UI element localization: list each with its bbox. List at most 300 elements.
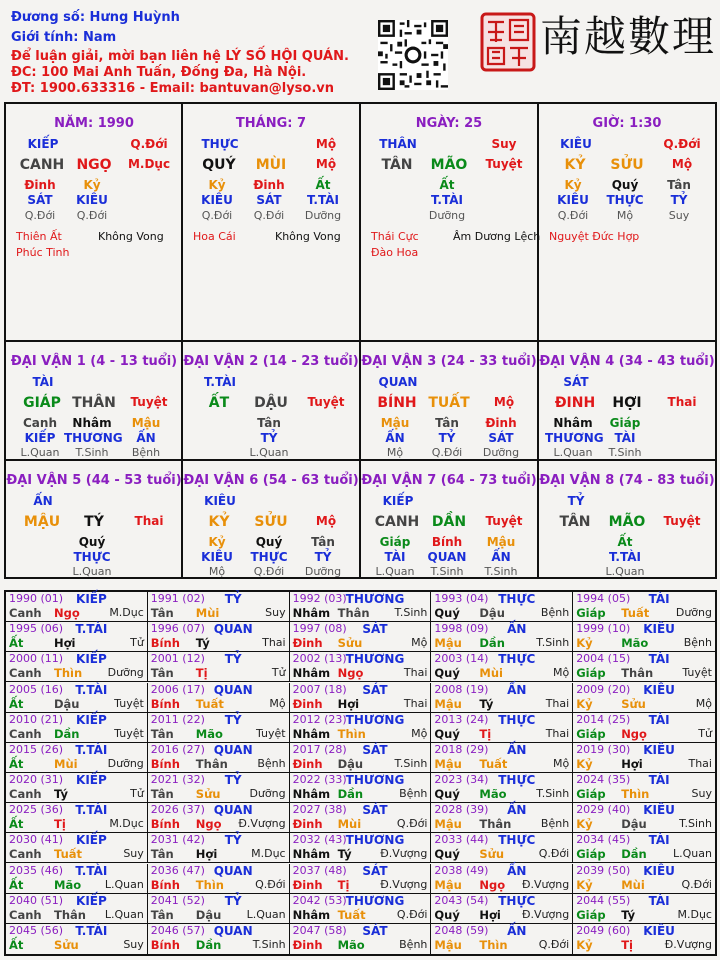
pillar-cell	[6, 104, 182, 340]
year-cell[interactable]	[290, 683, 432, 713]
year-god: THƯƠNG	[345, 592, 405, 606]
year-god: ẤN	[507, 742, 527, 757]
stem-god: THỰC	[201, 137, 239, 151]
luck-period-cell	[6, 342, 182, 459]
year-god: THƯƠNG	[345, 712, 405, 727]
pillar-title: THÁNG: 7	[235, 116, 307, 131]
year-cell[interactable]	[148, 713, 290, 743]
year-branch: Tý	[479, 696, 494, 711]
year-god: ẤN	[507, 803, 527, 818]
year-cell[interactable]	[148, 833, 290, 863]
year-cell[interactable]	[6, 924, 148, 954]
year-phase: Bệnh	[399, 787, 428, 800]
luck-god: TỶ	[567, 494, 585, 508]
year-god: TÀI	[648, 893, 670, 908]
hidden-god: THƯƠNG	[545, 431, 604, 445]
year-god: TỶ	[224, 652, 242, 667]
year-label: 2001 (12)	[150, 652, 205, 666]
year-phase: L.Quan	[246, 907, 286, 921]
year-stem: Canh	[9, 606, 42, 620]
luck-phase: Thai	[667, 395, 697, 409]
star-left: Phúc Tinh	[16, 246, 70, 259]
year-stem: Quý	[434, 907, 460, 922]
year-phase: Bệnh	[540, 606, 570, 619]
hidden-god: THỰC	[606, 193, 644, 207]
year-label: 2032 (43)	[292, 833, 347, 847]
hidden-stem: Quý	[611, 178, 639, 192]
year-label: 2040 (51)	[9, 893, 64, 907]
year-stem: Ất	[9, 756, 24, 771]
hidden-phase: Q.Đới	[253, 209, 285, 222]
year-phase: Đ.Vượng	[521, 907, 570, 921]
year-branch: Dậu	[54, 696, 80, 711]
year-cell[interactable]	[573, 833, 715, 863]
year-cell[interactable]	[148, 622, 290, 652]
stem-god: KIẾP	[27, 137, 59, 151]
year-branch: Mão	[621, 636, 649, 651]
year-branch: Tị	[479, 726, 492, 741]
year-label: 2042 (53)	[292, 893, 347, 907]
year-god: ẤN	[507, 622, 527, 637]
year-phase: Bệnh	[257, 756, 286, 770]
year-phase: Bệnh	[683, 636, 712, 650]
year-cell[interactable]	[6, 773, 148, 803]
year-cell[interactable]	[148, 773, 290, 803]
year-cell[interactable]	[148, 803, 290, 833]
year-god: THỰC	[498, 833, 536, 848]
year-stem: Tân	[150, 787, 174, 801]
year-branch: Tý	[337, 847, 352, 862]
year-stem: Tân	[150, 606, 174, 620]
luck-phase: Mộ	[315, 514, 337, 528]
year-stem: Tân	[150, 726, 174, 741]
year-cell[interactable]	[148, 924, 290, 954]
year-branch: Mùi	[621, 877, 645, 892]
luck-branch: TUẤT	[428, 395, 470, 411]
pillar-cell	[361, 104, 541, 340]
year-cell[interactable]	[6, 894, 148, 924]
year-cell[interactable]	[6, 713, 148, 743]
year-stem: Mậu	[434, 817, 462, 832]
year-label: 2016 (27)	[150, 742, 205, 756]
hidden-god: KIẾP	[24, 431, 56, 445]
year-phase: Dưỡng	[107, 756, 144, 770]
luck-period-cell	[361, 461, 537, 578]
year-branch: Thìn	[195, 877, 224, 892]
hidden-stem: Kỷ	[83, 178, 101, 192]
year-phase: Q.Đới	[396, 817, 428, 831]
year-god: TÀI	[648, 592, 670, 606]
year-cell[interactable]	[431, 894, 573, 924]
year-god: SÁT	[362, 863, 388, 878]
year-branch: Hợi	[337, 696, 360, 711]
year-god: ẤN	[507, 863, 527, 878]
year-cell[interactable]	[290, 622, 432, 652]
hidden-phase: L.Quan	[375, 565, 415, 578]
year-cell[interactable]	[148, 864, 290, 894]
luck-period-cell	[183, 342, 359, 459]
year-cell[interactable]	[6, 833, 148, 863]
year-phase: Suy	[123, 847, 144, 861]
year-cell[interactable]	[290, 743, 432, 773]
year-god: QUAN	[213, 923, 253, 938]
hidden-god: T.TÀI	[431, 193, 463, 207]
hidden-stem: Ất	[315, 178, 331, 192]
star-left: Thiên Ất	[16, 230, 62, 243]
year-branch: Dần	[54, 726, 80, 741]
year-god: THỰC	[498, 893, 536, 908]
luck-phase: Thai	[134, 514, 164, 528]
year-cell[interactable]	[290, 652, 432, 682]
hidden-stem: Nhâm	[553, 416, 593, 430]
luck-god: T.TÀI	[204, 375, 236, 389]
luck-stem: ẤT	[208, 395, 230, 411]
luck-god: ẤN	[33, 494, 53, 508]
year-phase: T.Sinh	[679, 817, 712, 831]
luck-stem: GIÁP	[23, 395, 61, 411]
year-cell[interactable]	[431, 592, 573, 622]
year-god: THƯƠNG	[345, 773, 405, 787]
year-label: 1990 (01)	[9, 592, 64, 605]
year-label: 1992 (03)	[292, 592, 347, 605]
year-label: 2031 (42)	[150, 833, 205, 847]
hidden-phase: T.Sinh	[430, 565, 464, 578]
year-cell[interactable]	[431, 683, 573, 713]
year-branch: Sửu	[195, 787, 221, 801]
year-phase: Thai	[262, 636, 286, 650]
year-stem: Quý	[434, 787, 460, 801]
year-label: 2037 (48)	[292, 863, 347, 877]
hidden-phase: Dưỡng	[482, 446, 520, 459]
year-phase: Thai	[545, 726, 570, 740]
year-cell[interactable]	[573, 652, 715, 682]
year-label: 2014 (25)	[576, 712, 631, 726]
year-cell[interactable]	[290, 924, 432, 954]
year-cell[interactable]	[148, 743, 290, 773]
year-branch: Thìn	[337, 726, 366, 741]
hidden-stem: Kỷ	[208, 178, 226, 192]
year-cell[interactable]	[431, 833, 573, 863]
hidden-stem: Tân	[435, 416, 459, 430]
year-branch: Dậu	[621, 817, 647, 832]
year-label: 2017 (28)	[292, 742, 347, 756]
hidden-phase: Mộ	[208, 565, 226, 578]
year-label: 2009 (20)	[576, 682, 631, 696]
branch-phase: M.Dục	[127, 157, 171, 171]
year-stem: Bính	[150, 756, 180, 771]
year-cell[interactable]	[431, 924, 573, 954]
year-stem: Bính	[150, 937, 180, 952]
luck-title: ĐẠI VẬN 1 (4 - 13 tuổi)	[10, 354, 178, 369]
year-branch: Mão	[195, 726, 223, 741]
year-cell[interactable]	[573, 592, 715, 622]
year-branch: Tý	[621, 907, 636, 922]
hidden-stem: Ất	[439, 178, 455, 192]
year-stem: Canh	[9, 787, 42, 801]
year-stem: Giáp	[576, 787, 606, 801]
year-cell[interactable]	[431, 773, 573, 803]
year-label: 2013 (24)	[434, 712, 489, 726]
year-phase: Mộ	[411, 636, 428, 650]
year-branch: Ngọ	[195, 817, 222, 832]
year-god: THỰC	[498, 773, 536, 787]
year-cell[interactable]	[290, 773, 432, 803]
hidden-god: TÀI	[614, 431, 636, 445]
year-branch: Mùi	[337, 817, 362, 832]
star-right: Âm Dương Lệch	[453, 230, 541, 243]
stem-god: KIÊU	[560, 137, 592, 151]
year-branch: Tuất	[195, 696, 224, 711]
hidden-stem: Tân	[667, 178, 691, 192]
year-god: TÀI	[648, 833, 670, 848]
year-stem: Giáp	[576, 847, 606, 862]
luck-god: SÁT	[563, 375, 589, 389]
hidden-stem: Tân	[257, 416, 281, 430]
hidden-phase: Q.Đới	[557, 209, 589, 222]
year-phase: T.Sinh	[394, 606, 428, 619]
year-cell[interactable]	[431, 743, 573, 773]
year-cell[interactable]	[148, 652, 290, 682]
year-cell[interactable]	[573, 864, 715, 894]
year-cell[interactable]	[431, 864, 573, 894]
year-stem: Quý	[434, 726, 460, 741]
hidden-god: ẤN	[136, 431, 156, 445]
luck-stem: TÂN	[559, 514, 591, 530]
year-cell[interactable]	[573, 743, 715, 773]
stem-phase: Suy	[491, 137, 517, 151]
hidden-stem: Tân	[311, 535, 335, 549]
year-god: QUAN	[213, 742, 253, 757]
hidden-phase: L.Quan	[553, 446, 593, 459]
year-label: 2041 (52)	[150, 893, 205, 907]
year-stem: Đinh	[292, 817, 323, 832]
hidden-god: SÁT	[256, 193, 282, 207]
year-stem: Kỷ	[576, 756, 593, 771]
luck-title: ĐẠI VẬN 8 (74 - 83 tuổi)	[539, 473, 715, 488]
pillar-cell	[183, 104, 359, 340]
qr-code-icon[interactable]	[378, 20, 448, 90]
year-cell[interactable]	[148, 894, 290, 924]
four-pillars-chart	[4, 102, 717, 579]
year-branch: Dậu	[479, 606, 505, 620]
luck-stem: BÍNH	[377, 395, 417, 411]
year-label: 1996 (07)	[150, 622, 205, 636]
year-phase: Suy	[123, 937, 144, 951]
year-stem: Mậu	[434, 937, 462, 952]
year-god: KIÊU	[643, 923, 675, 938]
person-name: Đương số: Hưng Huỳnh	[11, 10, 180, 25]
year-label: 2039 (50)	[576, 863, 631, 877]
year-phase: Thai	[403, 666, 428, 680]
year-label: 2045 (56)	[9, 923, 64, 937]
hidden-phase: Dưỡng	[428, 209, 466, 222]
year-phase: Mộ	[552, 756, 570, 770]
hidden-god: TỶ	[438, 431, 456, 445]
year-cell[interactable]	[290, 803, 432, 833]
luck-phase: Mộ	[493, 395, 515, 409]
year-cell[interactable]	[573, 924, 715, 954]
year-god: T.TÀI	[75, 682, 108, 697]
year-cell[interactable]	[6, 622, 148, 652]
year-phase: Thai	[403, 696, 428, 710]
year-label: 2006 (17)	[150, 682, 205, 696]
year-stem: Ất	[9, 696, 24, 711]
year-cell[interactable]	[148, 683, 290, 713]
year-cell[interactable]	[573, 683, 715, 713]
year-label: 2004 (15)	[576, 652, 631, 666]
year-cell[interactable]	[573, 803, 715, 833]
hidden-stem: Mậu	[131, 416, 161, 430]
year-god: KIÊU	[643, 622, 675, 637]
year-god: KIÊU	[643, 742, 675, 757]
year-branch: Thân	[621, 666, 654, 681]
year-cell[interactable]	[6, 592, 148, 622]
hidden-phase: L.Quan	[249, 446, 289, 459]
hidden-god: TỶ	[670, 193, 688, 207]
hidden-god: ẤN	[385, 431, 405, 445]
year-cell[interactable]	[573, 622, 715, 652]
year-cell[interactable]	[573, 894, 715, 924]
year-stem: Kỷ	[576, 877, 593, 892]
year-god: QUAN	[213, 622, 253, 637]
year-stem: Đinh	[292, 756, 323, 771]
hidden-stem: Đinh	[253, 178, 285, 192]
luck-stem: ĐINH	[554, 395, 596, 411]
hidden-god: KIÊU	[201, 550, 233, 564]
year-cell[interactable]	[6, 683, 148, 713]
year-god: TỶ	[224, 712, 242, 727]
year-cell[interactable]	[290, 713, 432, 743]
hidden-stem: Mậu	[380, 416, 410, 430]
year-stem: Kỷ	[576, 696, 593, 711]
year-god: ẤN	[507, 682, 527, 697]
year-cell[interactable]	[6, 803, 148, 833]
year-branch: Mão	[479, 787, 507, 801]
address-line: ĐC: 100 Mai Anh Tuấn, Đống Đa, Hà Nội.	[11, 65, 307, 80]
year-phase: M.Dục	[251, 847, 286, 861]
year-cell[interactable]	[6, 743, 148, 773]
hidden-phase: Suy	[668, 209, 690, 222]
luck-period-cell	[6, 461, 182, 578]
year-branch: Dần	[337, 787, 364, 801]
year-phase: Thai	[688, 756, 712, 770]
heavenly-stem: QUÝ	[202, 157, 236, 173]
hidden-god: TỶ	[260, 431, 278, 445]
year-phase: Q.Đới	[681, 877, 712, 891]
year-cell[interactable]	[290, 833, 432, 863]
year-label: 2011 (22)	[150, 712, 205, 726]
year-god: TỶ	[224, 773, 242, 787]
earthly-branch: NGỌ	[76, 157, 112, 173]
seal-stamp-icon	[480, 12, 536, 72]
luck-stem: CANH	[374, 514, 420, 530]
year-phase: Dưỡng	[249, 787, 286, 800]
hidden-stem: Nhâm	[72, 416, 112, 430]
year-label: 2033 (44)	[434, 833, 489, 847]
pillar-title: NGÀY: 25	[415, 116, 483, 131]
year-branch: Tị	[195, 666, 208, 681]
year-stem: Canh	[9, 907, 42, 922]
year-stem: Nhâm	[292, 606, 331, 620]
year-cell[interactable]	[148, 592, 290, 622]
year-stem: Đinh	[292, 877, 323, 892]
luck-title: ĐẠI VẬN 7 (64 - 73 tuổi)	[361, 473, 537, 488]
year-label: 2047 (58)	[292, 923, 347, 937]
year-stem: Giáp	[576, 726, 606, 741]
phone-email-line[interactable]: ĐT: 1900.633316 - Email: bantuvan@lyso.vn	[11, 81, 335, 96]
hidden-god: T.TÀI	[609, 550, 641, 564]
year-cell[interactable]	[573, 773, 715, 803]
year-cell[interactable]	[290, 592, 432, 622]
year-cell[interactable]	[6, 864, 148, 894]
hidden-phase: Bệnh	[131, 446, 161, 459]
year-cell[interactable]	[290, 864, 432, 894]
year-cell[interactable]	[431, 622, 573, 652]
year-label: 2046 (57)	[150, 923, 205, 937]
year-phase: Suy	[691, 787, 712, 800]
star-left: Hoa Cái	[193, 230, 236, 243]
hidden-stem: Bính	[431, 535, 463, 549]
hidden-phase: Q.Đới	[76, 209, 108, 222]
year-branch: Dậu	[195, 907, 222, 922]
luck-branch: HỢI	[612, 395, 642, 411]
year-phase: Mộ	[552, 666, 570, 680]
luck-period-cell	[539, 342, 715, 459]
year-god: SÁT	[362, 682, 388, 697]
earthly-branch: SỬU	[610, 157, 644, 173]
year-stem: Nhâm	[292, 666, 331, 681]
year-stem: Ất	[9, 636, 24, 651]
year-cell[interactable]	[431, 652, 573, 682]
year-god: KIÊU	[643, 803, 675, 818]
year-label: 2044 (55)	[576, 893, 631, 907]
hidden-god: THỰC	[250, 550, 288, 564]
year-god: KIẾP	[76, 833, 107, 848]
year-phase: Tử	[698, 726, 712, 740]
year-cell[interactable]	[290, 894, 432, 924]
year-phase: T.Sinh	[536, 636, 570, 650]
year-cell[interactable]	[431, 803, 573, 833]
year-branch: Mùi	[54, 756, 78, 771]
year-label: 2003 (14)	[434, 652, 489, 666]
year-cell[interactable]	[573, 713, 715, 743]
year-phase: M.Dục	[109, 606, 144, 619]
luck-phase: Tuyệt	[307, 395, 345, 409]
year-god: THỰC	[498, 652, 536, 667]
year-label: 2000 (11)	[9, 652, 64, 666]
year-phase: Tử	[271, 666, 286, 680]
year-god: TÀI	[648, 773, 670, 787]
year-branch: Ngọ	[621, 726, 647, 741]
contact-line: Để luận giải, mời bạn liên hệ LÝ SỐ HỘI QUÁN.	[11, 49, 349, 64]
year-cell[interactable]	[6, 652, 148, 682]
hidden-stem: Kỷ	[564, 178, 582, 192]
luck-title: ĐẠI VẬN 3 (24 - 33 tuổi)	[361, 354, 537, 369]
year-branch: Thân	[479, 817, 512, 832]
luck-period-cell	[183, 461, 359, 578]
year-stem: Đinh	[292, 696, 323, 711]
branch-phase: Tuyệt	[485, 157, 523, 171]
year-stem: Bính	[150, 636, 180, 651]
luck-period-cell	[539, 461, 715, 578]
earthly-branch: MÙI	[255, 157, 287, 173]
year-stem: Kỷ	[576, 817, 593, 832]
year-cell[interactable]	[431, 713, 573, 743]
branch-phase: Mộ	[315, 157, 337, 171]
year-phase: L.Quan	[673, 847, 712, 861]
hidden-god: KIÊU	[201, 193, 233, 207]
year-label: 2038 (49)	[434, 863, 489, 877]
